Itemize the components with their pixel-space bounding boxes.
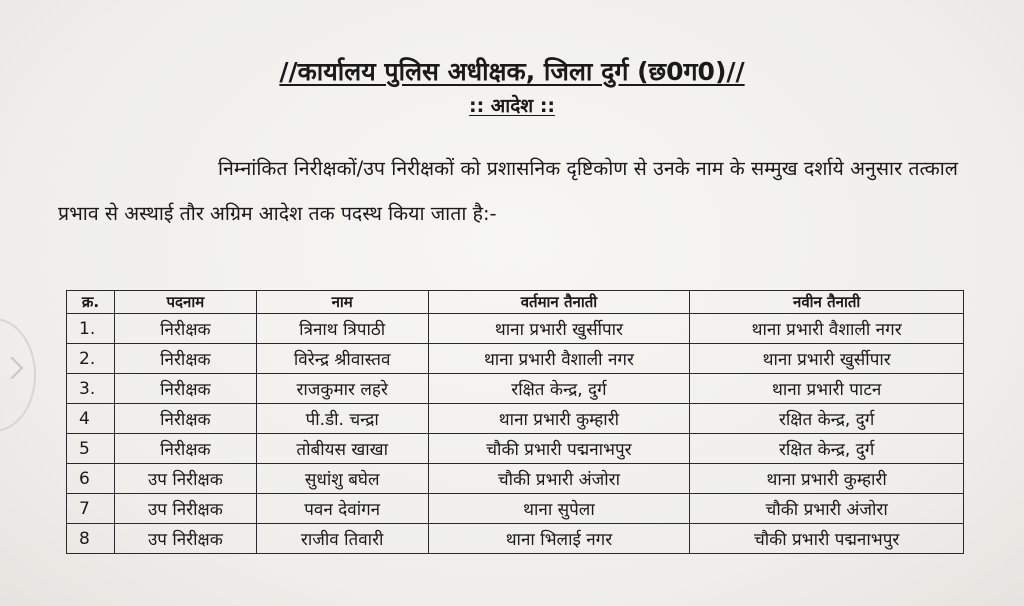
header-serial: क्र. [67,291,115,314]
serial-cell: 2. [67,344,115,374]
name-cell: राजकुमार लहरे [256,374,428,404]
table-row [67,434,964,464]
serial-cell: 8 [67,524,115,554]
new-posting-cell: रक्षित केन्द्र, दुर्ग [690,404,964,434]
header-name: नाम [256,291,428,314]
current-posting-cell: रक्षित केन्द्र, दुर्ग [428,374,690,404]
table-header-row [67,291,964,314]
name-cell: सुधांशु बघेल [256,464,428,494]
designation-cell: उप निरीक्षक [114,524,256,554]
new-posting-cell: रक्षित केन्द्र, दुर्ग [690,434,964,464]
new-posting-cell: चौकी प्रभारी पद्मनाभपुर [690,524,964,554]
header-designation: पदनाम [114,291,256,314]
serial-cell: 3. [67,374,115,404]
current-posting-cell: थाना सुपेला [428,494,690,524]
current-posting-cell: चौकी प्रभारी अंजोरा [428,464,690,494]
serial-cell: 1. [67,314,115,344]
serial-cell: 7 [67,494,115,524]
name-cell: राजीव तिवारी [256,524,428,554]
order-paragraph: निम्नांकित निरीक्षकों/उप निरीक्षकों को प्रशासनिक दृष्टिकोण से उनके नाम के सम्मुख दर्शाये अनुसार तत्काल प्रभाव से अस्थाई तौर अग्रिम आदेश तक पदस्थ किया जाता है:- [58,157,958,225]
current-posting-cell: थाना भिलाई नगर [428,524,690,554]
current-posting-cell: थाना प्रभारी खुर्सीपार [428,314,690,344]
new-posting-cell: थाना प्रभारी पाटन [690,374,964,404]
current-posting-cell: थाना प्रभारी वैशाली नगर [428,344,690,374]
serial-cell: 5 [67,434,115,464]
name-cell: तोबीयस खाखा [256,434,428,464]
header-new-posting: नवीन तैनाती [690,291,964,314]
designation-cell: उप निरीक्षक [114,494,256,524]
table-row [67,374,964,404]
header-current-posting: वर्तमान तैनाती [428,291,690,314]
table-row [67,404,964,434]
posting-table [66,290,964,554]
designation-cell: उप निरीक्षक [114,464,256,494]
office-title: //कार्यालय पुलिस अधीक्षक, जिला दुर्ग (छ0ग0)// [279,57,745,86]
serial-cell: 6 [67,464,115,494]
table-row [67,464,964,494]
new-posting-cell: थाना प्रभारी वैशाली नगर [690,314,964,344]
order-heading: :: आदेश :: [468,95,556,117]
designation-cell: निरीक्षक [114,404,256,434]
serial-cell: 4 [67,404,115,434]
table-row [67,344,964,374]
designation-cell: निरीक्षक [114,344,256,374]
new-posting-cell: थाना प्रभारी खुर्सीपार [690,344,964,374]
designation-cell: निरीक्षक [114,314,256,344]
designation-cell: निरीक्षक [114,374,256,404]
table-row [67,494,964,524]
table-row [67,524,964,554]
current-posting-cell: थाना प्रभारी कुम्हारी [428,404,690,434]
new-posting-cell: चौकी प्रभारी अंजोरा [690,494,964,524]
name-cell: पवन देवांगन [256,494,428,524]
table-row [67,314,964,344]
new-posting-cell: थाना प्रभारी कुम्हारी [690,464,964,494]
name-cell: पी.डी. चन्द्रा [256,404,428,434]
current-posting-cell: चौकी प्रभारी पद्मनाभपुर [428,434,690,464]
name-cell: विरेन्द्र श्रीवास्तव [256,344,428,374]
name-cell: त्रिनाथ त्रिपाठी [256,314,428,344]
designation-cell: निरीक्षक [114,434,256,464]
